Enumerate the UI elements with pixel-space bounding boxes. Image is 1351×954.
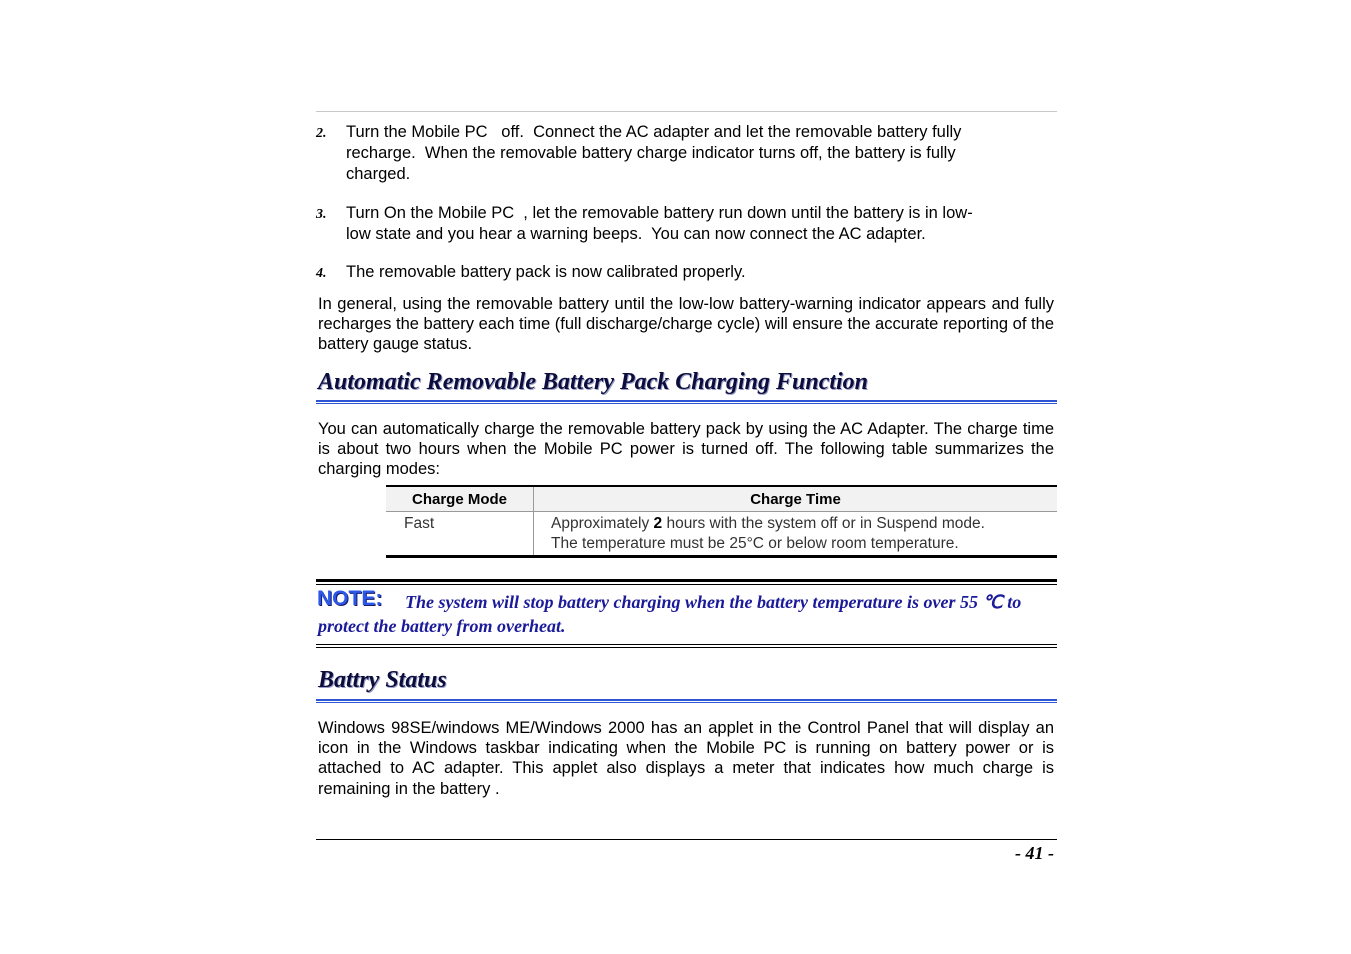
section-heading-charging: Automatic Removable Battery Pack Charging Function xyxy=(318,369,869,395)
table-row xyxy=(386,512,1057,557)
note-text: The system will stop battery charging when the battery temperature is over 55 ℃ to protect the battery from overheat. xyxy=(318,592,1022,636)
table-header-row xyxy=(386,486,1057,512)
column-header-charge-mode: Charge Mode xyxy=(386,486,534,512)
cell-charge-mode: Fast xyxy=(386,512,534,557)
note-bottom-rule xyxy=(316,644,1057,648)
step-text: The removable battery pack is now calibrated properly. xyxy=(346,263,746,281)
note-top-rule xyxy=(316,579,1057,585)
charging-modes-table xyxy=(386,485,1057,558)
column-header-charge-time: Charge Time xyxy=(534,486,1058,512)
footer-divider xyxy=(316,839,1057,840)
heading-underline xyxy=(316,400,1057,404)
charge-time-temperature: The temperature must be 25°C or below room temperature. xyxy=(551,535,959,552)
step-number: 4. xyxy=(316,266,327,281)
top-divider xyxy=(316,111,1057,112)
step-text: Turn the Mobile PC off. Connect the AC adapter and let the removable battery fully recharge. When the removable battery charge indicator turns off, the battery is fully charged. xyxy=(346,123,962,183)
intro-paragraph: In general, using the removable battery until the low-low battery-warning indicator appears and fully recharges the battery each time (full discharge/charge cycle) will ensure the accurate reporting of the battery gauge status. xyxy=(318,295,1054,354)
document-page xyxy=(316,0,1057,954)
heading-underline xyxy=(316,699,1057,703)
step-number: 2. xyxy=(316,126,327,141)
charge-time-prefix: Approximately xyxy=(551,515,654,532)
section-heading-battery-status: Battry Status xyxy=(318,667,447,693)
note-label: NOTE: xyxy=(317,587,383,610)
charging-paragraph: You can automatically charge the removable battery pack by using the AC Adapter. The charge time is about two hours when the Mobile PC power is turned off. The following table summarizes the charging modes: xyxy=(318,420,1054,479)
step-text: Turn On the Mobile PC , let the removable battery run down until the battery is in low- low state and you hear a warning beeps. You can now connect the AC adapter. xyxy=(346,204,973,243)
charge-time-suffix: hours with the system off or in Suspend mode. xyxy=(662,515,985,532)
charge-time-hours: 2 xyxy=(653,515,663,532)
cell-charge-time xyxy=(534,512,1058,557)
step-number: 3. xyxy=(316,207,327,222)
battery-status-paragraph: Windows 98SE/windows ME/Windows 2000 has an applet in the Control Panel that will display an icon in the Windows taskbar indicating when the Mobile PC is running on battery power or is attached to AC adapter. This applet also displays a meter that indicates how much charge is remaining in the battery . xyxy=(318,719,1054,798)
page-number: - 41 - xyxy=(1015,843,1054,863)
